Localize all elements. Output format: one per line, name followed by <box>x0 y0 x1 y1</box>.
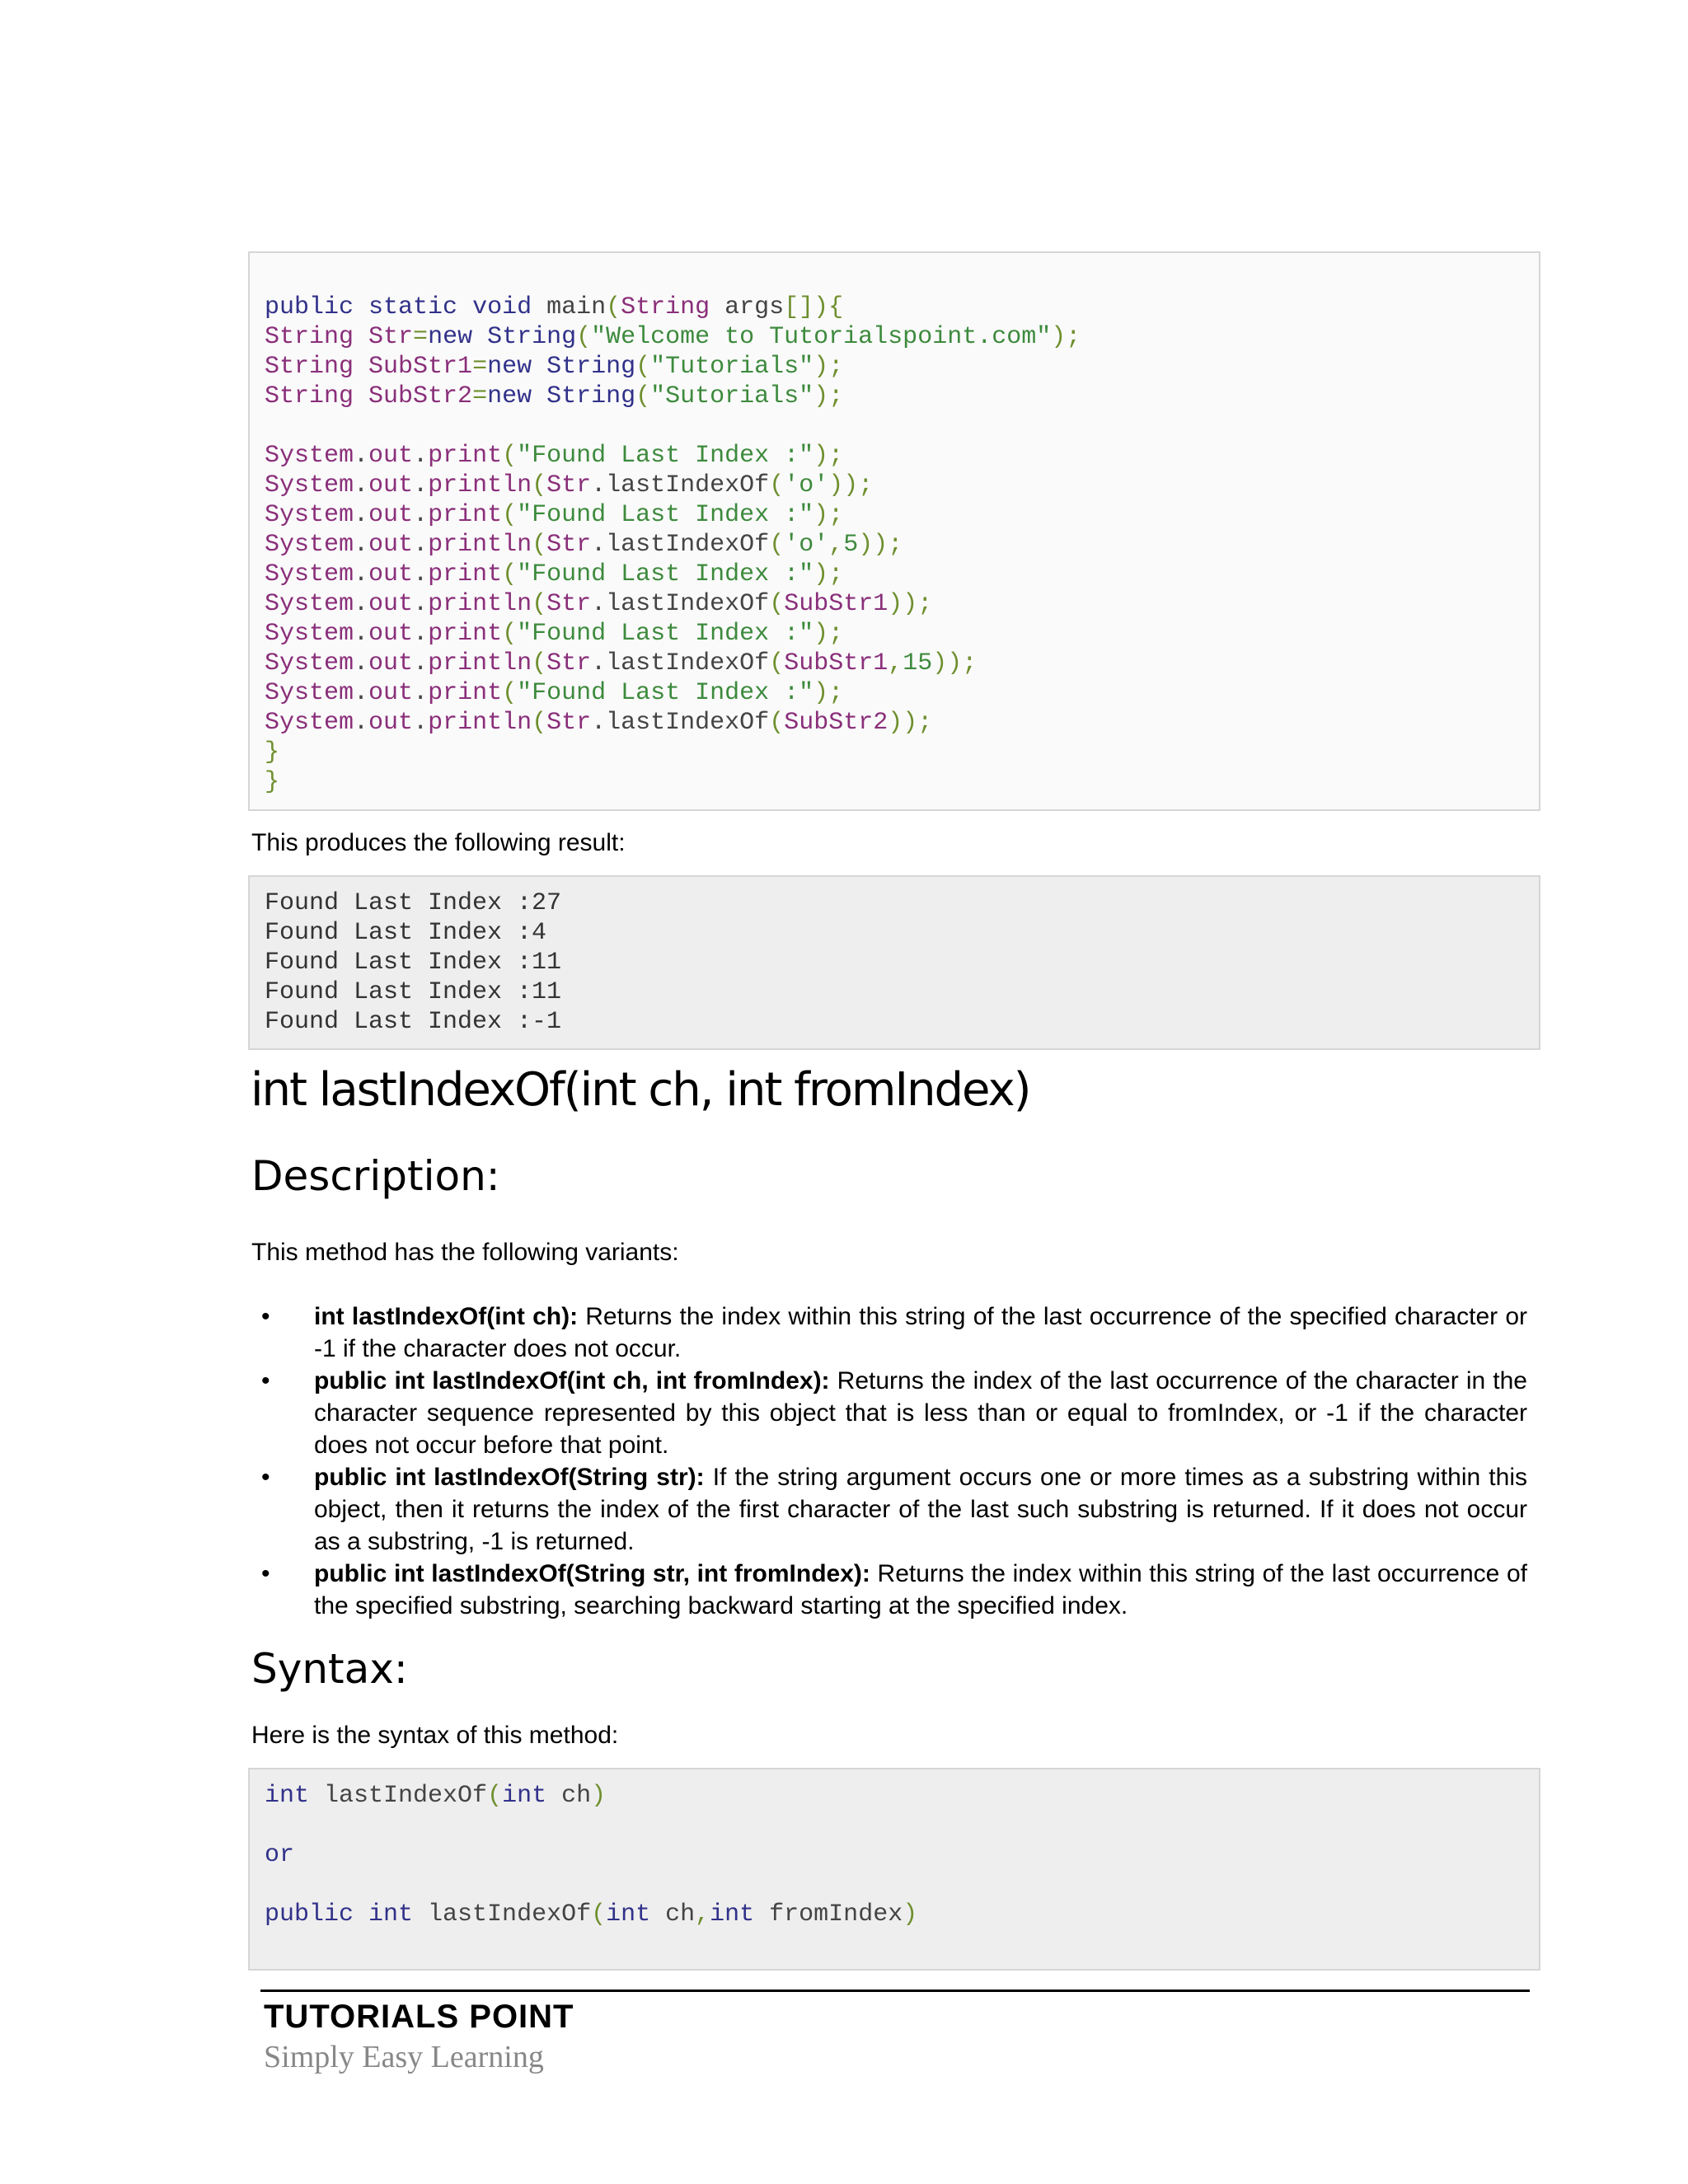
code-token: int <box>368 1900 429 1929</box>
variant-signature: public int lastIndexOf(int ch, int fromIndex): <box>314 1367 830 1394</box>
code-token: "Sutorials" <box>650 382 814 410</box>
code-token: )); <box>888 709 933 737</box>
code-token: "Found Last Index :" <box>517 501 814 529</box>
code-token: 5 <box>843 531 859 559</box>
code-token: ( <box>532 471 547 499</box>
code-token: . <box>413 442 429 470</box>
code-line <box>265 678 1539 708</box>
code-token: Str <box>546 590 592 618</box>
code-token: ); <box>1051 323 1081 351</box>
code-line <box>265 500 1539 530</box>
bullet-icon: • <box>261 1464 270 1491</box>
variant-signature: int lastIndexOf(int ch): <box>314 1303 579 1330</box>
code-token: "Found Last Index :" <box>517 679 814 707</box>
code-token: String <box>265 323 369 351</box>
code-token: static <box>368 293 473 321</box>
code-token: Str <box>368 323 414 351</box>
syntax-intro: Here is the syntax of this method: <box>251 1722 619 1749</box>
code-token: = <box>413 323 429 351</box>
code-token: print <box>428 560 503 588</box>
code-line <box>265 530 1539 560</box>
code-token: ( <box>502 679 518 707</box>
code-token: System <box>265 679 354 707</box>
code-token: = <box>472 353 488 381</box>
code-token: new <box>487 353 547 381</box>
code-token: .lastIndexOf <box>591 471 770 499</box>
code-line <box>265 411 1539 441</box>
code-token: ( <box>769 471 785 499</box>
code-token: ( <box>532 531 547 559</box>
code-token: new <box>428 323 488 351</box>
code-token: println <box>428 531 532 559</box>
code-token: ( <box>635 353 651 381</box>
code-token: .lastIndexOf <box>591 709 770 737</box>
code-token: SubStr2 <box>784 709 889 737</box>
code-line <box>265 293 1539 322</box>
code-token: out <box>368 471 414 499</box>
code-token: println <box>428 649 532 677</box>
variant-description: Returns the index of the last occurrence of the character in the character sequence represented by this object that is less than or equal to fromIndex, or -1 if the character does not occur before that point. <box>314 1367 1527 1459</box>
code-token: ); <box>814 442 844 470</box>
code-line <box>265 471 1539 500</box>
code-token: System <box>265 501 354 529</box>
code-token: } <box>265 738 280 766</box>
code-token: ( <box>606 293 621 321</box>
code-token: out <box>368 560 414 588</box>
code-token: ( <box>532 649 547 677</box>
code-token: . <box>354 442 369 470</box>
method-heading: int lastIndexOf(int ch, int fromIndex) <box>251 1063 1030 1117</box>
bullet-icon: • <box>261 1560 270 1587</box>
variant-description: Returns the index within this string of the last occurrence of the specified substring, searching backward starting at the specified index. <box>314 1560 1528 1619</box>
variants-list <box>251 1301 1527 1622</box>
code-token: println <box>428 709 532 737</box>
code-token: Str <box>546 709 592 737</box>
code-line <box>265 322 1539 352</box>
footer-divider <box>260 1990 1530 1992</box>
code-token: SubStr2 <box>368 382 473 410</box>
code-token: "Found Last Index :" <box>517 442 814 470</box>
variant-signature: public int lastIndexOf(String str): <box>314 1464 705 1491</box>
code-token: lastIndexOf <box>324 1782 488 1810</box>
code-token: Str <box>546 649 592 677</box>
code-token: System <box>265 531 354 559</box>
code-token: ); <box>814 501 844 529</box>
code-token: ); <box>814 560 844 588</box>
code-token: . <box>354 590 369 618</box>
code-token: . <box>354 560 369 588</box>
code-token: print <box>428 620 503 648</box>
footer-brand: TUTORIALS POINT <box>264 1999 574 2035</box>
code-token: . <box>413 501 429 529</box>
variant-description: Returns the index within this string of the last occurrence of the specified character or -1 if the character does not occur. <box>314 1303 1527 1362</box>
code-token: . <box>413 679 429 707</box>
variant-item <box>251 1365 1527 1461</box>
code-token: ); <box>814 679 844 707</box>
code-line <box>265 738 1539 767</box>
code-token: String <box>265 353 369 381</box>
code-line <box>265 589 1539 619</box>
code-line <box>265 619 1539 649</box>
code-token: String <box>546 382 636 410</box>
code-token: String <box>487 323 577 351</box>
code-token: int <box>265 1782 325 1810</box>
code-token: ( <box>502 620 518 648</box>
code-token: print <box>428 501 503 529</box>
code-token: = <box>472 382 488 410</box>
code-token: . <box>413 590 429 618</box>
code-line <box>265 1840 1539 1870</box>
code-token: . <box>354 471 369 499</box>
variants-intro: This method has the following variants: <box>251 1239 679 1266</box>
bullet-icon: • <box>261 1367 270 1394</box>
code-token: args <box>724 293 785 321</box>
code-token: ( <box>532 709 547 737</box>
variant-description: If the string argument occurs one or more times as a substring within this object, then it returns the index of the first character of the last such substring is returned. If it does not occur as a substring, -1 is returned. <box>314 1464 1527 1555</box>
code-token: ( <box>502 560 518 588</box>
code-token: 'o' <box>784 531 829 559</box>
code-line <box>265 1811 1539 1840</box>
code-token: ( <box>769 531 785 559</box>
code-token: . <box>413 709 429 737</box>
code-token: ); <box>814 382 844 410</box>
code-token: int <box>502 1782 562 1810</box>
code-token: . <box>354 531 369 559</box>
code-token: )); <box>888 590 933 618</box>
code-token: []){ <box>784 293 844 321</box>
code-token: .lastIndexOf <box>591 531 770 559</box>
code-token: . <box>413 620 429 648</box>
code-token: out <box>368 590 414 618</box>
code-token: 15 <box>903 649 933 677</box>
code-line <box>265 649 1539 678</box>
code-token: .lastIndexOf <box>591 649 770 677</box>
code-token: ( <box>769 709 785 737</box>
variant-item <box>251 1461 1527 1558</box>
code-token: out <box>368 679 414 707</box>
code-token: "Found Last Index :" <box>517 620 814 648</box>
code-token: out <box>368 531 414 559</box>
code-line <box>265 441 1539 471</box>
code-block-example <box>248 251 1540 811</box>
code-token: print <box>428 679 503 707</box>
code-token: "Found Last Index :" <box>517 560 814 588</box>
code-token: ( <box>769 649 785 677</box>
code-token: out <box>368 620 414 648</box>
code-token: . <box>354 679 369 707</box>
code-token: public <box>265 293 369 321</box>
code-token: System <box>265 649 354 677</box>
code-token: println <box>428 590 532 618</box>
code-token: , <box>695 1900 710 1929</box>
code-token: ( <box>487 1782 503 1810</box>
syntax-heading: Syntax: <box>251 1645 408 1693</box>
code-token: , <box>828 531 844 559</box>
code-token: out <box>368 501 414 529</box>
code-token: )); <box>828 471 874 499</box>
footer-tagline: Simply Easy Learning <box>264 2040 544 2074</box>
code-token: lastIndexOf <box>428 1900 592 1929</box>
code-token: . <box>354 649 369 677</box>
code-token: ( <box>502 442 518 470</box>
code-token: "Tutorials" <box>650 353 814 381</box>
code-token: .lastIndexOf <box>591 590 770 618</box>
code-token: 'o' <box>784 471 829 499</box>
code-token: . <box>413 531 429 559</box>
code-token: ( <box>591 1900 607 1929</box>
code-token: SubStr1 <box>784 590 889 618</box>
code-token: ( <box>576 323 592 351</box>
code-token: ( <box>532 590 547 618</box>
code-token: fromIndex <box>769 1900 903 1929</box>
code-token: ) <box>903 1900 918 1929</box>
code-token: System <box>265 620 354 648</box>
code-token: out <box>368 442 414 470</box>
code-token: . <box>413 471 429 499</box>
code-token: ( <box>502 501 518 529</box>
code-token: SubStr1 <box>368 353 473 381</box>
code-line <box>265 1900 1539 1929</box>
code-block-output: Found Last Index :27 Found Last Index :4 Found Last Index :11 Found Last Index :11 Found Last Index :-1 <box>248 875 1540 1050</box>
code-token: String <box>621 293 725 321</box>
code-token: String <box>546 353 636 381</box>
code-token: String <box>265 382 369 410</box>
code-token: println <box>428 471 532 499</box>
code-token: out <box>368 649 414 677</box>
code-token: ch <box>561 1782 592 1810</box>
code-line <box>265 560 1539 589</box>
code-token: int <box>710 1900 770 1929</box>
code-token: out <box>368 709 414 737</box>
variant-item <box>251 1558 1527 1622</box>
code-token: . <box>413 560 429 588</box>
code-line <box>265 1781 1539 1811</box>
code-line <box>265 382 1539 411</box>
code-token: ); <box>814 620 844 648</box>
code-block-syntax <box>248 1768 1540 1971</box>
code-token: int <box>606 1900 666 1929</box>
code-token: or <box>265 1841 295 1869</box>
code-token: SubStr1 <box>784 649 889 677</box>
code-token: , <box>888 649 903 677</box>
description-heading: Description: <box>251 1152 500 1200</box>
code-token: )); <box>932 649 978 677</box>
code-token: )); <box>858 531 903 559</box>
code-token: System <box>265 590 354 618</box>
code-token: System <box>265 709 354 737</box>
code-token: System <box>265 560 354 588</box>
code-token: Str <box>546 471 592 499</box>
code-token: System <box>265 471 354 499</box>
code-line <box>265 708 1539 738</box>
code-token: Str <box>546 531 592 559</box>
code-token: ) <box>591 1782 607 1810</box>
code-line <box>265 1870 1539 1900</box>
code-token: . <box>354 620 369 648</box>
code-token: . <box>413 649 429 677</box>
code-token: "Welcome to Tutorialspoint.com" <box>591 323 1052 351</box>
bullet-icon: • <box>261 1303 270 1330</box>
result-intro: This produces the following result: <box>251 829 626 856</box>
code-line <box>265 767 1539 797</box>
code-token: ); <box>814 353 844 381</box>
code-token: main <box>546 293 607 321</box>
code-token: . <box>354 709 369 737</box>
code-token: print <box>428 442 503 470</box>
code-token: . <box>354 501 369 529</box>
variant-signature: public int lastIndexOf(String str, int fromIndex): <box>314 1560 870 1587</box>
code-token: System <box>265 442 354 470</box>
code-token: } <box>265 768 280 796</box>
code-token: void <box>472 293 547 321</box>
code-token: new <box>487 382 547 410</box>
code-token: public <box>265 1900 369 1929</box>
code-token: ch <box>665 1900 696 1929</box>
code-token: ( <box>635 382 651 410</box>
variant-item <box>251 1301 1527 1365</box>
code-token: ( <box>769 590 785 618</box>
code-line <box>265 352 1539 382</box>
